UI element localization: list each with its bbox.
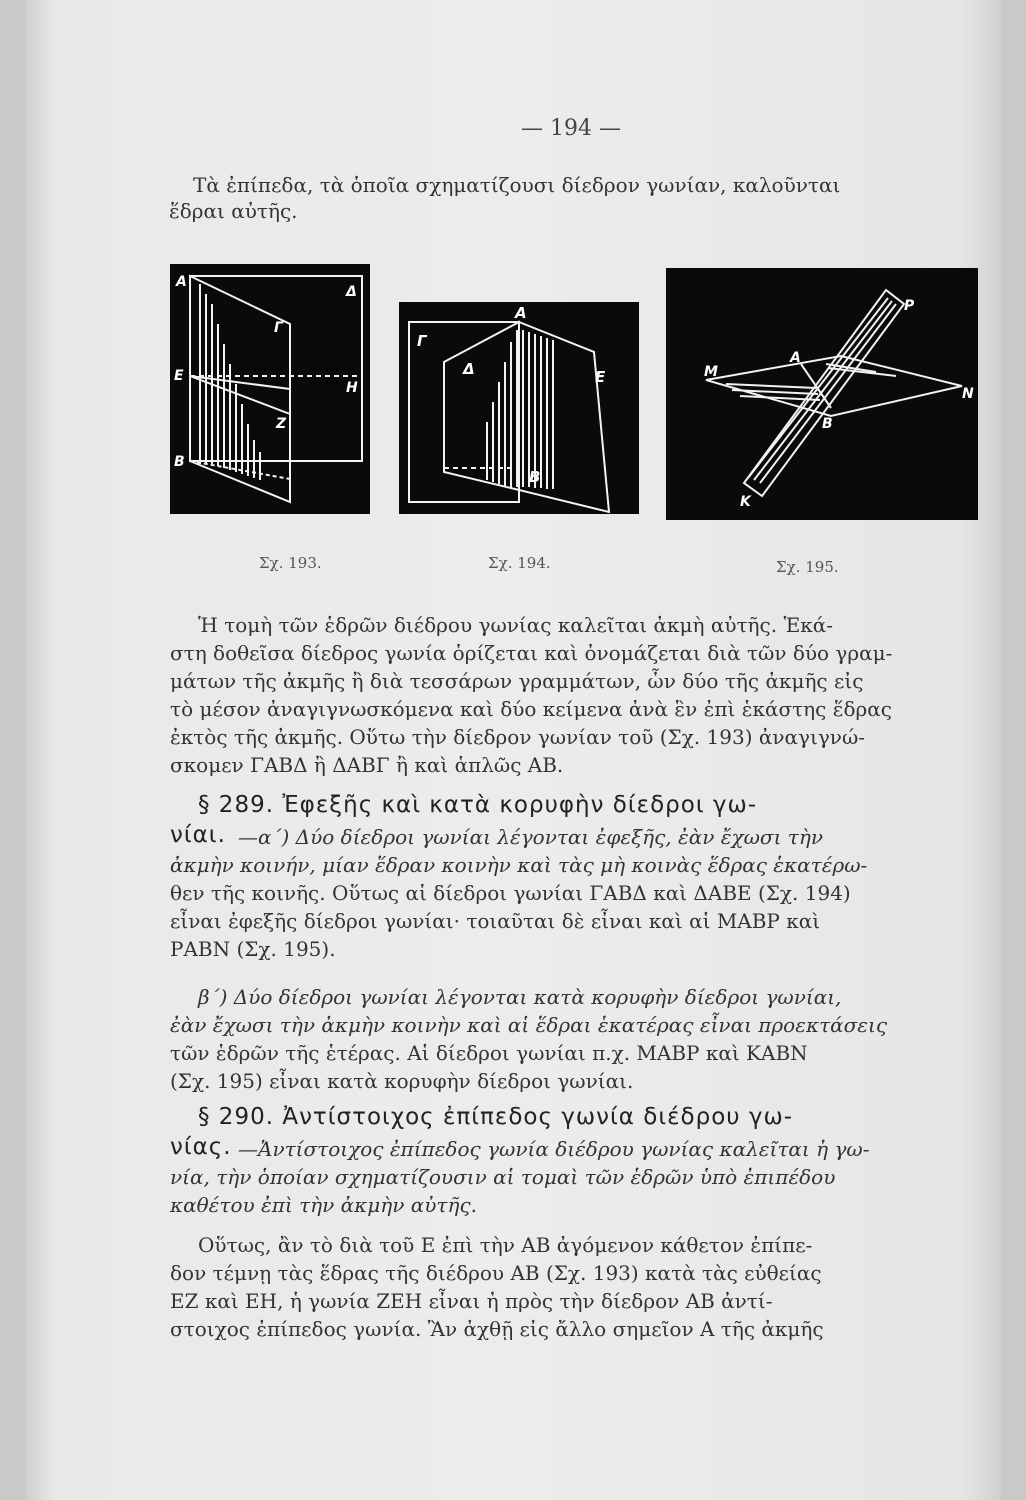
label-A: Α [515, 304, 527, 322]
sec289-heading-line-1: § 289. Ἐφεξῆς καὶ κατὰ κορυφὴν δίεδροι γω- [198, 792, 758, 818]
para1-line-2: στη δοθεῖσα δίεδρος γωνία ὁρίζεται καὶ ὀνομάζεται διὰ τῶν δύο γραμ- [170, 641, 893, 665]
para1-line-3: μάτων τῆς ἀκμῆς ἢ διὰ τεσσάρων γραμμάτων, ὧν δύο τῆς ἀκμῆς εἰς [170, 669, 864, 693]
para1-line-1: Ἡ τομὴ τῶν ἑδρῶν διέδρου γωνίας καλεῖται ἀκμὴ αὐτῆς. Ἑκά- [198, 613, 834, 637]
label-B: Β [529, 468, 541, 486]
caption-194: Σχ. 194. [488, 554, 551, 572]
intro-line-2: ἕδραι αὐτῆς. [169, 199, 298, 223]
sec289-b-line-1: β΄) Δύο δίεδροι γωνίαι λέγονται κατὰ κορυφὴν δίεδροι γωνίαι, [198, 985, 842, 1009]
sec289-b-line-2: ἐὰν ἔχωσι τὴν ἀκμὴν κοινὴν καὶ αἱ ἕδραι ἑκατέρας εἶναι προεκτάσεις [170, 1013, 888, 1037]
label-A: Α [176, 274, 187, 290]
figure-194 [399, 302, 639, 514]
label-A: Α [790, 350, 801, 366]
sec289-a-line-2: ἀκμὴν κοινήν, μίαν ἕδραν κοινὴν καὶ τὰς μὴ κοινὰς ἕδρας ἑκατέρω- [170, 853, 868, 877]
label-Z: Ζ [276, 416, 287, 432]
sec290-ex-line-3: ΕΖ καὶ ΕΗ, ἡ γωνία ΖΕΗ εἶναι ἡ πρὸς τὴν δίεδρον ΑΒ ἀντί- [170, 1289, 773, 1313]
label-G: Γ [417, 332, 427, 350]
label-D: Δ [463, 360, 475, 378]
para1-line-5: ἐκτὸς τῆς ἀκμῆς. Οὕτω τὴν δίεδρον γωνίαν τοῦ (Σχ. 193) ἀναγιγνώ- [170, 725, 866, 749]
label-D: Δ [346, 284, 357, 300]
label-E: Ε [595, 368, 606, 386]
sec289-a-line-3: θεν τῆς κοινῆς. Οὕτως αἱ δίεδροι γωνίαι ΓΑΒΔ καὶ ΔΑΒΕ (Σχ. 194) [170, 881, 851, 905]
label-P: Ρ [904, 298, 915, 314]
label-E: Ε [174, 368, 184, 384]
figure-194-drawing [399, 302, 639, 514]
label-M: Μ [704, 364, 718, 380]
label-N: Ν [962, 386, 974, 402]
para1-line-6: σκομεν ΓΑΒΔ ἢ ΔΑΒΓ ἢ καὶ ἁπλῶς ΑΒ. [170, 753, 564, 777]
figure-195-drawing [666, 268, 978, 520]
sec289-heading-line-2: νίαι. [170, 822, 226, 848]
sec290-heading-line-2: νίας. [170, 1134, 232, 1160]
label-G: Γ [274, 320, 283, 336]
sec289-b-line-3: τῶν ἑδρῶν τῆς ἑτέρας. Αἱ δίεδροι γωνίαι π.χ. ΜΑΒΡ καὶ ΚΑΒΝ [170, 1041, 808, 1065]
sec290-heading-line-1: § 290. Ἀντίστοιχος ἐπίπεδος γωνία διέδρου γω- [198, 1104, 794, 1130]
figure-195 [666, 268, 978, 520]
sec289-a-line-4: εἶναι ἐφεξῆς δίεδροι γωνίαι· τοιαῦται δὲ εἶναι καὶ αἱ ΜΑΒΡ καὶ [170, 909, 821, 933]
sec290-def-line-3: καθέτου ἐπὶ τὴν ἀκμὴν αὐτῆς. [170, 1193, 478, 1217]
sec290-def-line-2: νία, τὴν ὁποίαν σχηματίζουσιν αἱ τομαὶ τῶν ἑδρῶν ὑπὸ ἐπιπέδου [170, 1165, 836, 1189]
label-K: Κ [740, 494, 751, 510]
intro-line-1: Τὰ ἐπίπεδα, τὰ ὁποῖα σχηματίζουσι δίεδρον γωνίαν, καλοῦνται [193, 173, 841, 197]
figure-193 [170, 264, 370, 514]
sec290-ex-line-1: Οὕτως, ἂν τὸ διὰ τοῦ Ε ἐπὶ τὴν ΑΒ ἀγόμενον κάθετον ἐπίπε- [198, 1233, 813, 1257]
sec290-def-line-1: —Ἀντίστοιχος ἐπίπεδος γωνία διέδρου γωνίας καλεῖται ἡ γω- [238, 1137, 870, 1161]
label-B: Β [822, 416, 833, 432]
sec290-ex-line-2: δον τέμνῃ τὰς ἕδρας τῆς διέδρου ΑΒ (Σχ. 193) κατὰ τὰς εὐθείας [170, 1261, 822, 1285]
figure-193-drawing [170, 264, 370, 514]
book-page [26, 0, 1001, 1500]
caption-195: Σχ. 195. [776, 558, 839, 576]
sec289-b-line-4: (Σχ. 195) εἶναι κατὰ κορυφὴν δίεδροι γωνίαι. [170, 1069, 634, 1093]
sec290-ex-line-4: στοιχος ἐπίπεδος γωνία. Ἂν ἀχθῇ εἰς ἄλλο σημεῖον Α τῆς ἀκμῆς [170, 1317, 824, 1341]
caption-193: Σχ. 193. [259, 554, 322, 572]
sec289-a-line-1: —α΄) Δύο δίεδροι γωνίαι λέγονται ἐφεξῆς, ἐὰν ἔχωσι τὴν [238, 825, 823, 849]
label-B: Β [174, 454, 185, 470]
page-number: — 194 — [521, 116, 621, 141]
label-H: Η [346, 380, 358, 396]
sec289-a-line-5: ΡΑΒΝ (Σχ. 195). [170, 937, 336, 961]
para1-line-4: τὸ μέσον ἀναγιγνωσκόμενα καὶ δύο κείμενα ἀνὰ ἓν ἐπὶ ἑκάστης ἕδρας [170, 697, 892, 721]
